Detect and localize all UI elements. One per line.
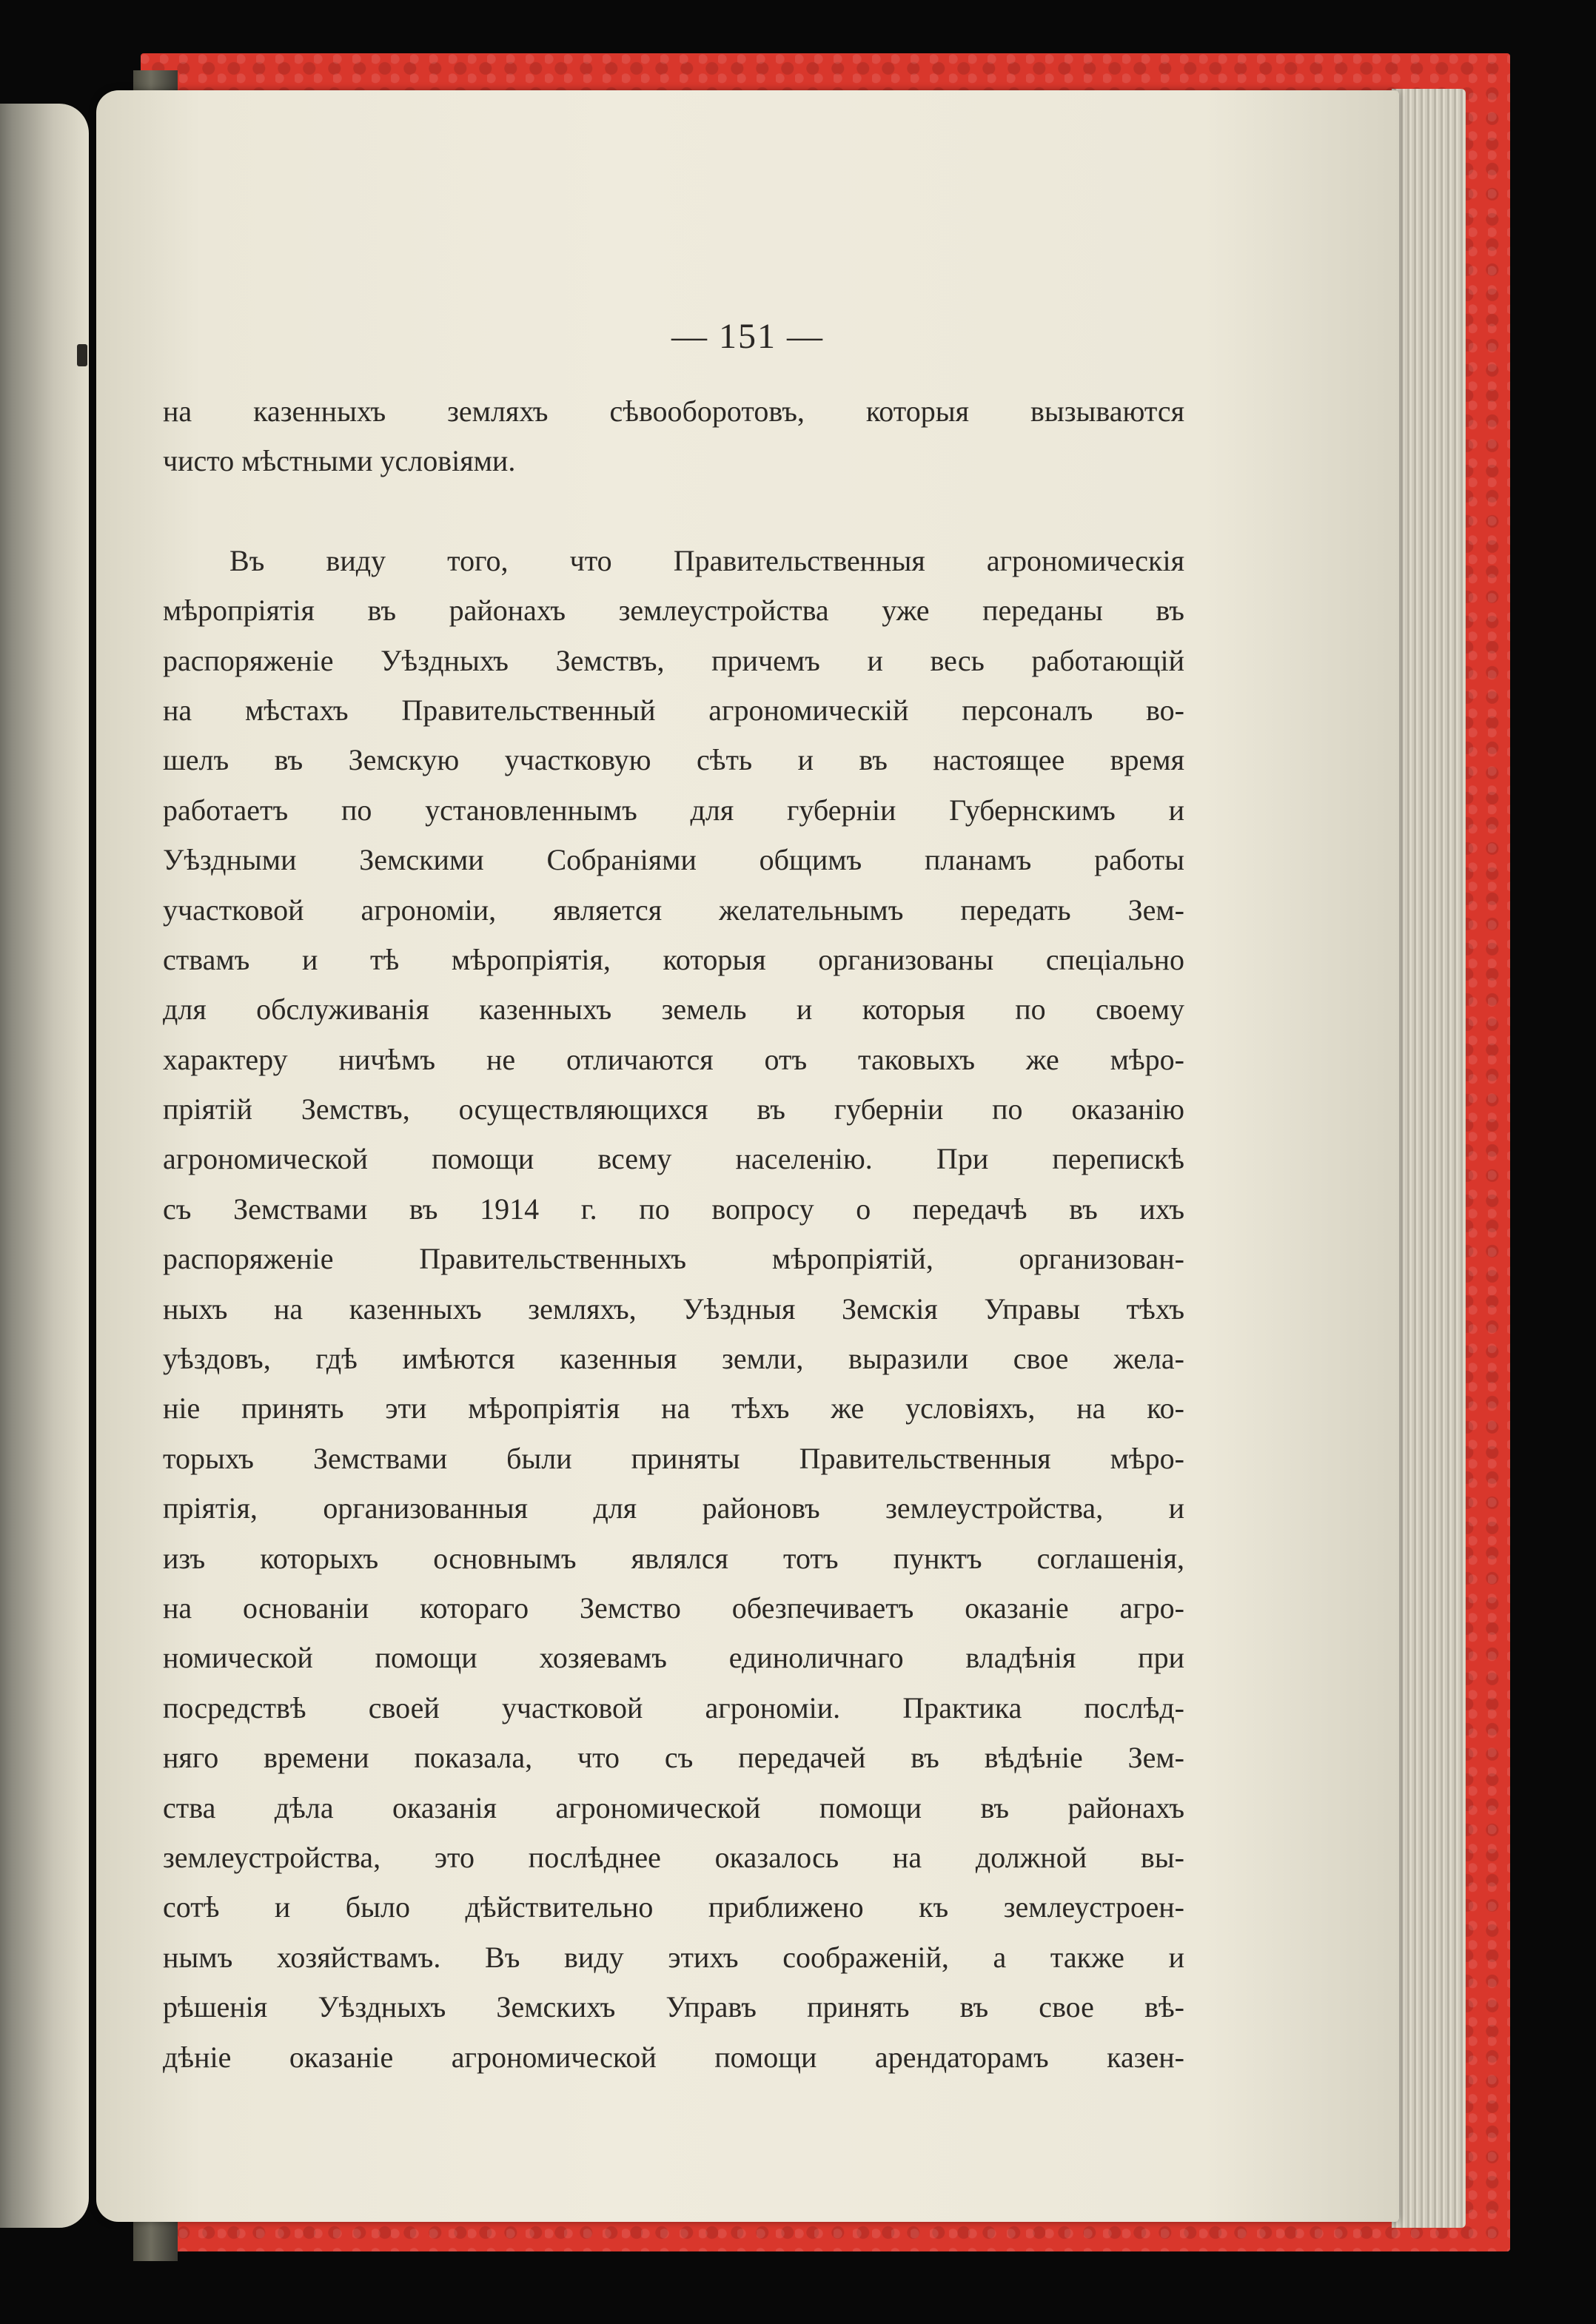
text-line: уѣздовъ, гдѣ имѣются казенныя земли, выразили свое жела- (163, 1342, 1184, 1376)
text-line: на казенныхъ земляхъ сѣвооборотовъ, которыя вызываются (163, 394, 1184, 428)
page-edges (1392, 89, 1466, 2228)
text-line: работаетъ по установленнымъ для губерніи Губернскимъ и (163, 793, 1184, 827)
text-line: распоряженіе Правительственныхъ мѣропріятій, организован- (163, 1242, 1184, 1276)
text-line: участковой агрономіи, является желательнымъ передать Зем- (163, 893, 1184, 927)
page-text (163, 386, 1184, 2082)
text-line: ніе принять эти мѣропріятія на тѣхъ же условіяхъ, на ко- (163, 1391, 1184, 1425)
text-line: няго времени показала, что съ передачей въ вѣдѣніе Зем- (163, 1741, 1184, 1775)
text-line: номической помощи хозяевамъ единоличнаго владѣнія при (163, 1641, 1184, 1675)
text-line: Въ виду того, что Правительственныя агрономическія (229, 543, 1184, 577)
text-line: дѣніе оказаніе агрономической помощи арендаторамъ казен- (163, 2040, 1184, 2074)
page-number: — 151 — (671, 317, 824, 356)
text-line: шелъ въ Земскую участковую сѣть и въ настоящее время (163, 743, 1184, 777)
left-page-mark (77, 344, 87, 366)
text-line: сотѣ и было дѣйствительно приближено къ землеустроен- (163, 1890, 1184, 1924)
text-line: чисто мѣстными условіями. (163, 444, 516, 478)
text-line: землеустройства, это послѣднее оказалось на должной вы- (163, 1840, 1184, 1874)
text-line: торыхъ Земствами были приняты Правительственныя мѣро- (163, 1441, 1184, 1475)
left-facing-page (0, 104, 89, 2228)
text-line: пріятія, организованныя для районовъ землеустройства, и (163, 1491, 1184, 1525)
text-line: для обслуживанія казенныхъ земель и которыя по своему (163, 993, 1184, 1027)
book-page (96, 90, 1399, 2222)
text-line: съ Земствами въ 1914 г. по вопросу о передачѣ въ ихъ (163, 1192, 1184, 1226)
text-line: на основаніи котораго Земство обезпечиваетъ оказаніе агро- (163, 1591, 1184, 1625)
text-line: распоряженіе Уѣздныхъ Земствъ, причемъ и весь работающій (163, 643, 1184, 677)
text-line: пріятій Земствъ, осуществляющихся въ губерніи по оказанію (163, 1092, 1184, 1126)
text-line: мѣропріятія въ районахъ землеустройства уже переданы въ (163, 594, 1184, 628)
text-line: ства дѣла оказанія агрономической помощи въ районахъ (163, 1790, 1184, 1824)
text-line: рѣшенія Уѣздныхъ Земскихъ Управъ принять въ свое вѣ- (163, 1990, 1184, 2024)
text-line: агрономической помощи всему населенію. При перепискѣ (163, 1142, 1184, 1176)
text-line: ныхъ на казенныхъ земляхъ, Уѣздныя Земскія Управы тѣхъ (163, 1292, 1184, 1326)
text-line: характеру ничѣмъ не отличаются отъ таковыхъ же мѣро- (163, 1042, 1184, 1076)
text-line: на мѣстахъ Правительственный агрономическій персоналъ во- (163, 693, 1184, 727)
text-line: ствамъ и тѣ мѣропріятія, которыя организованы спеціально (163, 942, 1184, 976)
text-line: нымъ хозяйствамъ. Въ виду этихъ соображеній, а также и (163, 1940, 1184, 1974)
text-line: изъ которыхъ основнымъ являлся тотъ пунктъ соглашенія, (163, 1541, 1184, 1575)
text-line: Уѣздными Земскими Собраніями общимъ планамъ работы (163, 843, 1184, 877)
text-line: посредствѣ своей участковой агрономіи. Практика послѣд- (163, 1690, 1184, 1724)
paragraph-gap (163, 486, 1184, 536)
